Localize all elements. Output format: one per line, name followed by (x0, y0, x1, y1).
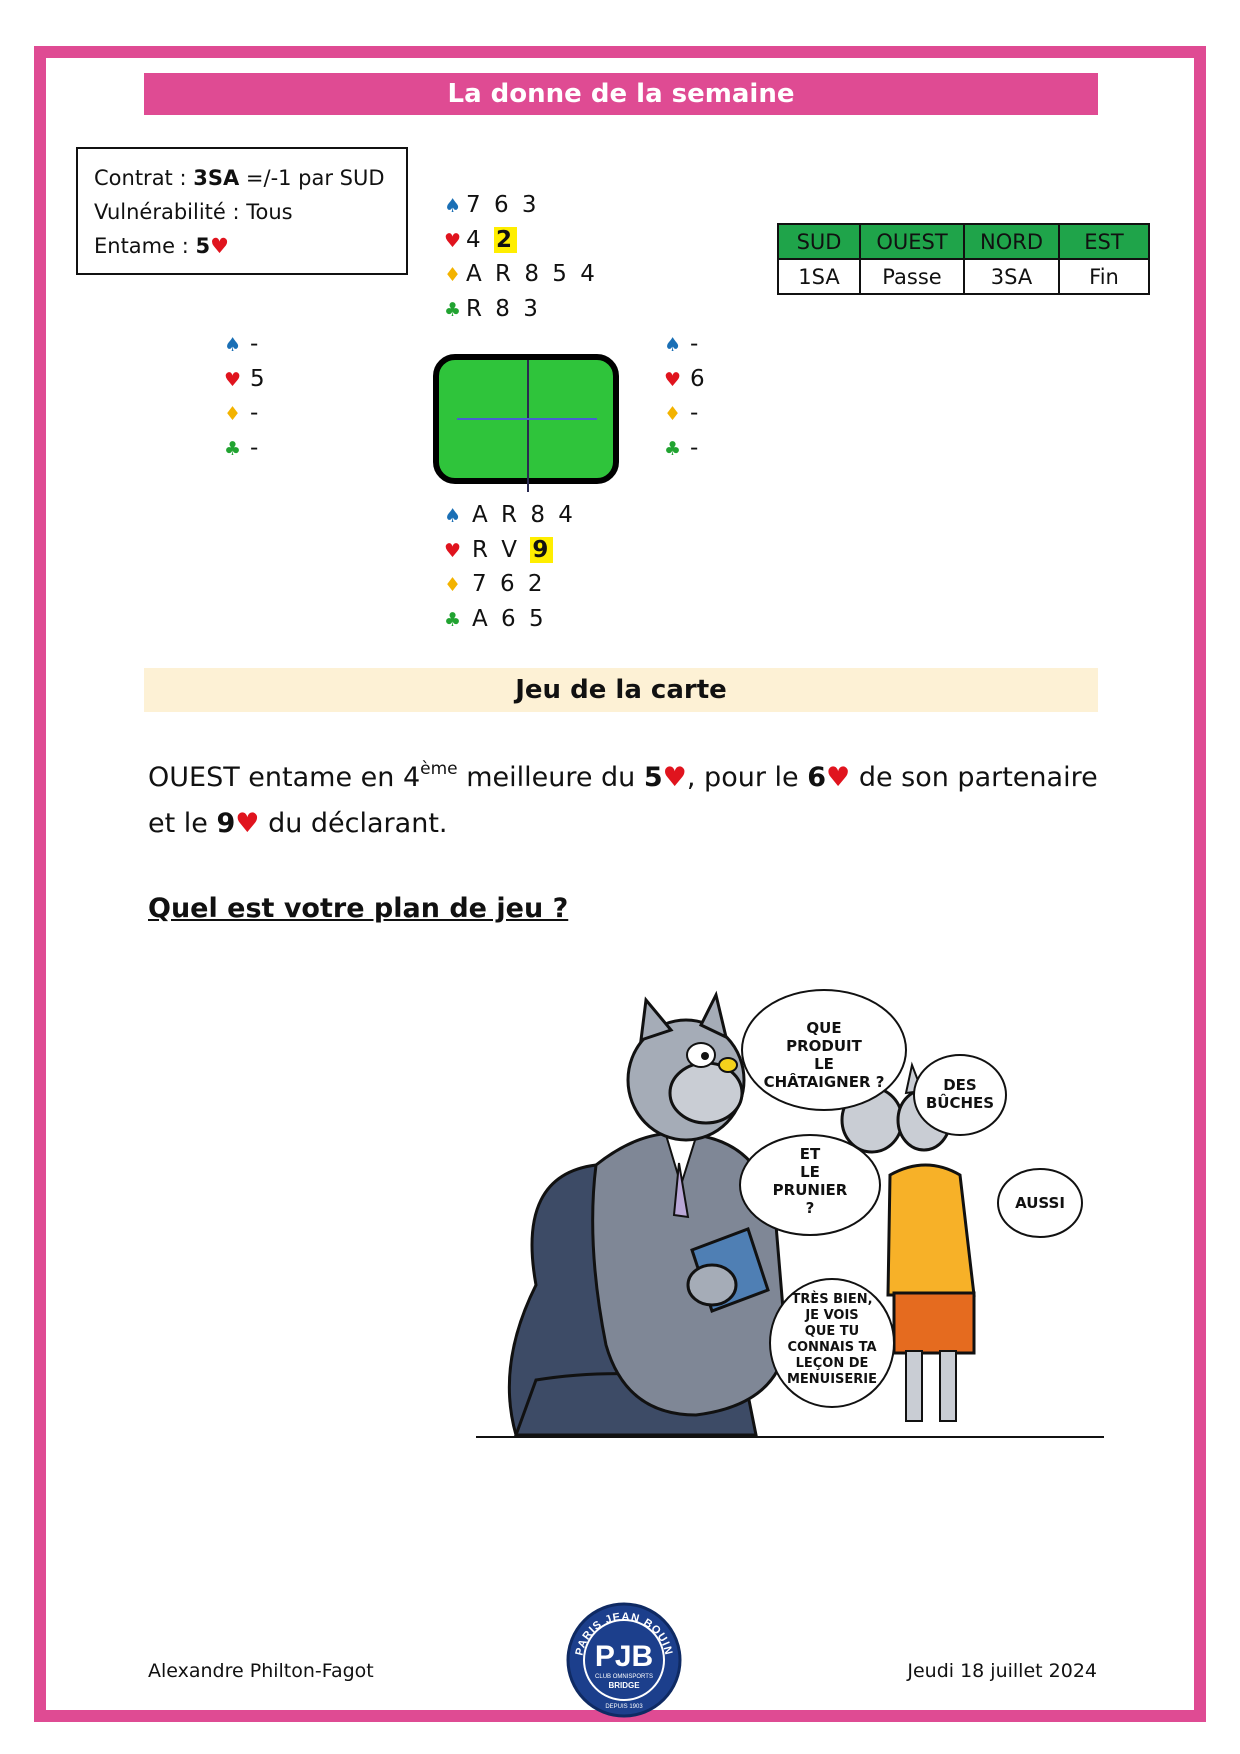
page-frame (34, 46, 1206, 1722)
highlighted-card: 2 (495, 226, 515, 253)
club-logo (562, 1600, 686, 1718)
spade-icon: ♠ (664, 334, 682, 356)
play-description: OUEST entame en 4ème meilleure du 5♥, pour le 6♥ de son partenaire et le 9♥ du déclarant. (148, 759, 1098, 839)
speech-bubble-text: QUE TU (804, 1324, 860, 1339)
contract-line: Contrat : 3SA =/-1 par SUD (94, 166, 385, 190)
club-icon: ♣ (664, 437, 682, 460)
section-title: Jeu de la carte (144, 668, 1098, 712)
speech-bubble-text: BÛCHES (925, 1094, 995, 1112)
heart-icon: ♥ (444, 539, 462, 562)
diamond-icon: ♦ (444, 264, 462, 286)
logo-sport: BRIDGE (608, 1681, 640, 1690)
speech-bubble-text: ? (805, 1199, 815, 1217)
table-divider (457, 418, 597, 420)
table-divider (527, 360, 529, 492)
spade-icon: ♠ (444, 505, 462, 527)
north-hand (444, 188, 598, 326)
bidding-cell: Passe (860, 259, 964, 294)
speech-bubble-text: AUSSI (1015, 1194, 1065, 1212)
spade-icon: ♠ (444, 195, 462, 217)
speech-bubble-text: CONNAIS TA (787, 1340, 877, 1355)
spade-icon: ♠ (224, 334, 242, 356)
bidding-cell: Fin (1059, 259, 1149, 294)
east-clubs: - (690, 434, 702, 461)
diamond-icon: ♦ (224, 403, 242, 425)
highlighted-card: 9 (532, 536, 552, 563)
logo-since: DEPUIS 1903 (605, 1704, 643, 1710)
question: Quel est votre plan de jeu ? (148, 893, 569, 924)
heart-icon: ♥ (235, 808, 260, 839)
author: Alexandre Philton-Fagot (148, 1660, 374, 1682)
bidding-header: SUD (778, 224, 860, 259)
north-clubs: R 8 3 (466, 295, 541, 322)
heart-icon: ♥ (224, 368, 242, 391)
heart-icon: ♥ (664, 368, 682, 391)
club-icon: ♣ (444, 298, 462, 321)
north-hearts: 4 2 (466, 226, 515, 253)
date: Jeudi 18 juillet 2024 (907, 1660, 1097, 1682)
speech-bubble-text: LE (814, 1055, 834, 1073)
speech-bubble-text: QUE (806, 1019, 842, 1037)
logo-initials: PJB (594, 1640, 654, 1673)
speech-bubble-text: MENUISERIE (786, 1372, 878, 1387)
east-diamonds: - (690, 400, 702, 426)
north-diamonds: A R 8 5 4 (466, 261, 598, 287)
bidding-table (777, 223, 1150, 295)
speech-bubble-text: DES (943, 1076, 977, 1094)
east-hearts: 6 (690, 365, 708, 392)
cartoon-illustration (476, 985, 1104, 1455)
south-hearts: R V 9 (472, 536, 552, 563)
west-clubs: - (250, 434, 262, 461)
east-spades: - (690, 331, 702, 357)
vulnerability-line: Vulnérabilité : Tous (94, 200, 293, 224)
speech-bubble-text: TRÈS BIEN, (791, 1292, 873, 1307)
bidding-header: OUEST (860, 224, 964, 259)
speech-bubble-text: LE (800, 1163, 820, 1181)
club-icon: ♣ (444, 608, 462, 631)
south-diamonds: 7 6 2 (472, 571, 546, 597)
west-spades: - (250, 331, 262, 357)
west-hearts: 5 (250, 365, 268, 392)
west-diamonds: - (250, 400, 262, 426)
south-hand (444, 498, 576, 636)
club-icon: ♣ (224, 437, 242, 460)
heart-icon: ♥ (662, 762, 687, 793)
north-spades: 7 6 3 (466, 192, 540, 218)
logo-ring-text: PARIS JEAN BOUIN (573, 1610, 675, 1657)
south-spades: A R 8 4 (472, 502, 576, 528)
contract-box (76, 147, 408, 275)
lead-line: Entame : 5♥ (94, 234, 229, 258)
heart-icon: ♥ (826, 762, 851, 793)
logo-club: CLUB OMNISPORTS (595, 1674, 653, 1680)
bidding-header: NORD (964, 224, 1059, 259)
speech-bubble-text: PRUNIER (772, 1181, 848, 1199)
speech-bubble-text: PRODUIT (786, 1037, 862, 1055)
diamond-icon: ♦ (444, 574, 462, 596)
page-title: La donne de la semaine (144, 73, 1098, 115)
south-clubs: A 6 5 (472, 605, 547, 632)
speech-bubble-text: LEÇON DE (795, 1356, 869, 1371)
speech-bubble-text: ET (799, 1145, 821, 1163)
speech-bubble-text: CHÂTAIGNER ? (763, 1073, 885, 1091)
diamond-icon: ♦ (664, 403, 682, 425)
card-table (433, 354, 619, 484)
bidding-cell: 3SA (964, 259, 1059, 294)
west-hand (224, 327, 268, 465)
east-hand (664, 327, 708, 465)
speech-bubble-text: JE VOIS (805, 1308, 859, 1323)
heart-icon: ♥ (210, 234, 229, 258)
bidding-header: EST (1059, 224, 1149, 259)
bidding-cell: 1SA (778, 259, 860, 294)
heart-icon: ♥ (444, 229, 462, 252)
